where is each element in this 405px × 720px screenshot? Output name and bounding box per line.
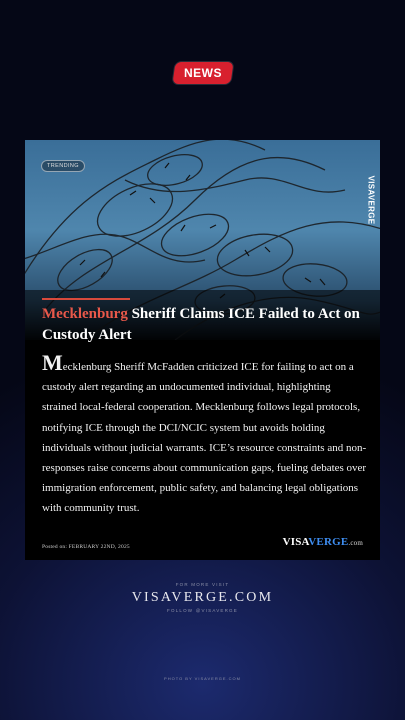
posted-date: Posted on: FEBRUARY 22ND, 2025	[42, 544, 130, 550]
logo-part-visa: VISA	[282, 536, 309, 548]
logo-part-verge: VERGE	[308, 536, 349, 548]
headline-rest: Sheriff Claims ICE Failed to Act on Custody Alert	[42, 306, 360, 343]
bottom-follow-text: FOLLOW @VISAVERGE	[167, 608, 238, 613]
article-card	[25, 140, 380, 560]
body-text: ecklenburg Sheriff McFadden criticized ICE for failing to act on a custody alert regarding an undocumented individual, highlighting strained local-federal cooperation. Mecklenburg follows legal protocols, notifying ICE through the DCI/NCIC system but avoids holding individuals without judicial warrants. ICE’s resource constraints and non-responses raise concerns about communication gaps, fueling debates over immigration enforcement, public safety, and balancing legal obligations with community trust.	[42, 361, 367, 515]
side-brand-label: VISAVERGE	[366, 175, 376, 225]
bottom-site-name[interactable]: VISAVERGE.COM	[131, 590, 274, 605]
news-badge	[172, 62, 233, 84]
article-body	[42, 350, 367, 519]
title-divider	[42, 298, 130, 300]
trending-tag: TRENDING	[41, 160, 85, 172]
bottom-brand	[0, 582, 405, 613]
side-brand-mark	[362, 160, 380, 240]
photo-credit: PHOTO BY VISAVERGE.COM	[164, 676, 241, 681]
visaverge-logo	[283, 536, 363, 548]
headline-highlight: Mecklenburg	[42, 306, 128, 322]
body-dropcap: M	[42, 350, 63, 375]
article-headline	[42, 304, 362, 346]
bottom-visit-text: FOR MORE VISIT	[175, 582, 230, 587]
logo-part-com: .com	[348, 539, 363, 547]
news-badge-label: NEWS	[184, 66, 222, 80]
